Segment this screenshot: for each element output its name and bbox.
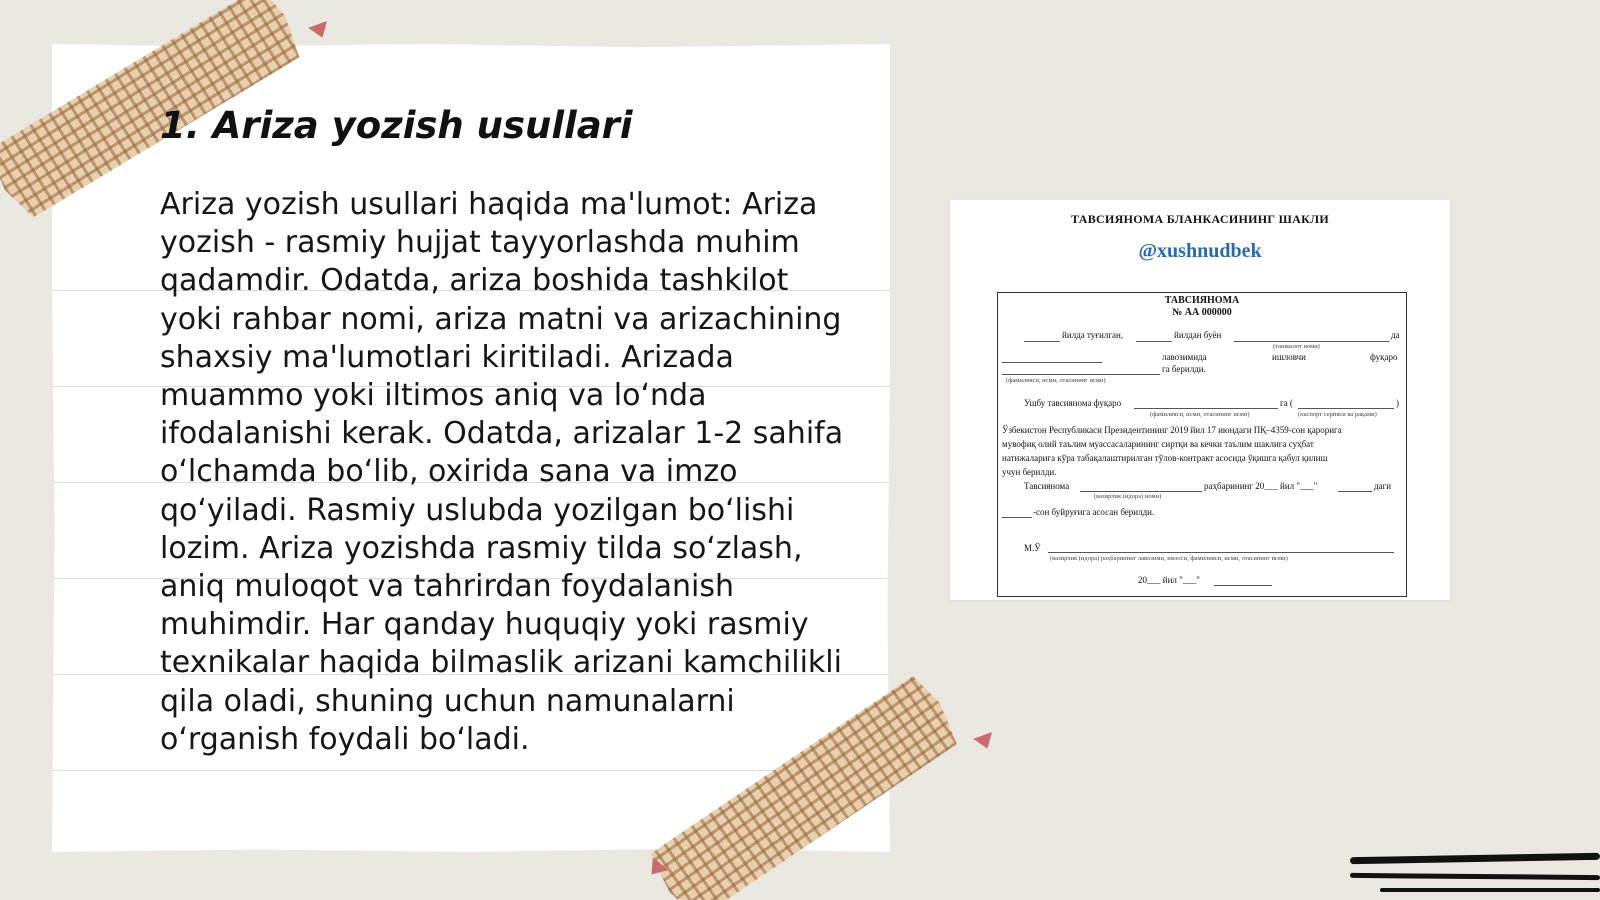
brush-stroke-decoration	[1350, 873, 1600, 880]
form-blank-line	[1134, 408, 1278, 409]
form-box-number: № АА 000000	[1172, 307, 1232, 318]
form-blank-line	[1080, 491, 1202, 492]
paper-rule	[52, 770, 890, 771]
form-blank-line	[1002, 517, 1032, 518]
form-line5-sub: (вазирлик (идора) номи)	[1094, 493, 1162, 500]
form-line5-c: даги	[1374, 481, 1392, 491]
form-line4-sub-a: (фамилияси, исми, отасининг исми)	[1150, 411, 1250, 418]
form-line3-sub: (фамилияси, исми, отасининг исми)	[1006, 377, 1106, 384]
form-blank-line	[1234, 341, 1389, 342]
form-line4-c: )	[1396, 398, 1399, 408]
form-line4-a: Ушбу тавсиянома фуқаро	[1024, 398, 1122, 408]
form-box-title-text: ТАВСИЯНОМА	[1164, 295, 1240, 306]
form-line4-sub-b: (паспорт серияси ва рақами)	[1298, 411, 1377, 418]
form-paragraph-line: мувофиқ олий таълим муассасаларининг сиртқи ва кечки таълим шаклига суҳбат	[1002, 439, 1314, 449]
form-paragraph-line: Ўзбекистон Республикаси Президентининг 2019 йил 17 июндаги ПҚ–4359-сон қарорига	[1002, 425, 1342, 435]
form-line6: -сон буйруғига асосан берилди.	[1033, 507, 1155, 517]
form-line1-a: йилда туғилган,	[1062, 330, 1124, 340]
form-line5-b: раҳбарининг 20___ йил "___"	[1204, 481, 1318, 491]
form-line3: га берилди.	[1162, 364, 1206, 374]
form-line2-c: фуқаро	[1370, 352, 1398, 362]
form-line1-c: да	[1391, 330, 1400, 340]
form-signature-line	[1048, 552, 1394, 553]
slide-title: 1. Ariza yozish usullari	[160, 104, 633, 147]
brush-stroke-decoration	[1380, 888, 1600, 892]
form-watermark-handle: @xushnudbek	[1138, 240, 1262, 262]
form-blank-line	[1214, 585, 1272, 586]
form-blank-line	[1024, 341, 1060, 342]
form-line2-a: лавозимида	[1162, 352, 1207, 362]
form-paragraph-line: учун берилди.	[1002, 467, 1057, 477]
form-blank-line	[1002, 374, 1160, 375]
tape-tip-decoration	[973, 732, 997, 752]
form-box	[997, 292, 1407, 597]
form-signature-sub: (вазирлик (идора) раҳбарининг лавозими, имзоси, фамилияси, исми, отасининг исми)	[1050, 555, 1288, 562]
form-blank-line	[1298, 408, 1394, 409]
form-paragraph-line: натижаларига кўра табақалаштирилган тўлов-контракт асосида ўқишга қабул қилиш	[1002, 453, 1328, 463]
form-line4-b: га (	[1280, 398, 1293, 408]
form-line1-b: йилдан буён	[1174, 330, 1222, 340]
form-header: ТАВСИЯНОМА БЛАНКАСИНИНГ ШАКЛИ	[1071, 212, 1329, 226]
recommendation-form-image	[950, 200, 1450, 600]
form-line2-b: ишловчи	[1272, 352, 1306, 362]
form-seal-label: М.Ў	[1024, 543, 1041, 553]
form-blank-line	[1002, 362, 1102, 363]
brush-stroke-decoration	[1350, 853, 1600, 864]
slide-body-text: Ariza yozish usullari haqida ma'lumot: Ariza yozish - rasmiy hujjat tayyorlashda muhim qadamdir. Odatda, ariza boshida tashkilot yoki rahbar nomi, ariza matni va arizachining shaxsiy ma'lumotlari kiritiladi. Arizada muammo yoki iltimos aniq va lo‘nda ifodalanishi kerak. Odatda, arizalar 1-2 sahifa o‘lchamda bo‘lib, oxirida sana va imzo qo‘yiladi. Rasmiy uslubda yozilgan bo‘lishi lozim. Ariza yozishda rasmiy tilda so‘zlash, aniq muloqot va tahrirdan foydalanish muhimdir. Har qanday huquqiy yoki rasmiy texnikalar haqida bilmaslik arizani kamchilikli qila oladi, shuning uchun namunalarni o‘rganish foydali bo‘ladi.	[160, 187, 844, 757]
form-blank-line	[1338, 491, 1372, 492]
tape-tip-decoration	[308, 21, 332, 41]
form-line1-sub: (ташкилот номи)	[1273, 343, 1320, 350]
form-box-title	[998, 295, 1406, 319]
form-line5-a: Тавсиянома	[1024, 481, 1070, 491]
form-date-line: 20___ йил "___"	[1138, 575, 1200, 585]
form-blank-line	[1136, 341, 1172, 342]
